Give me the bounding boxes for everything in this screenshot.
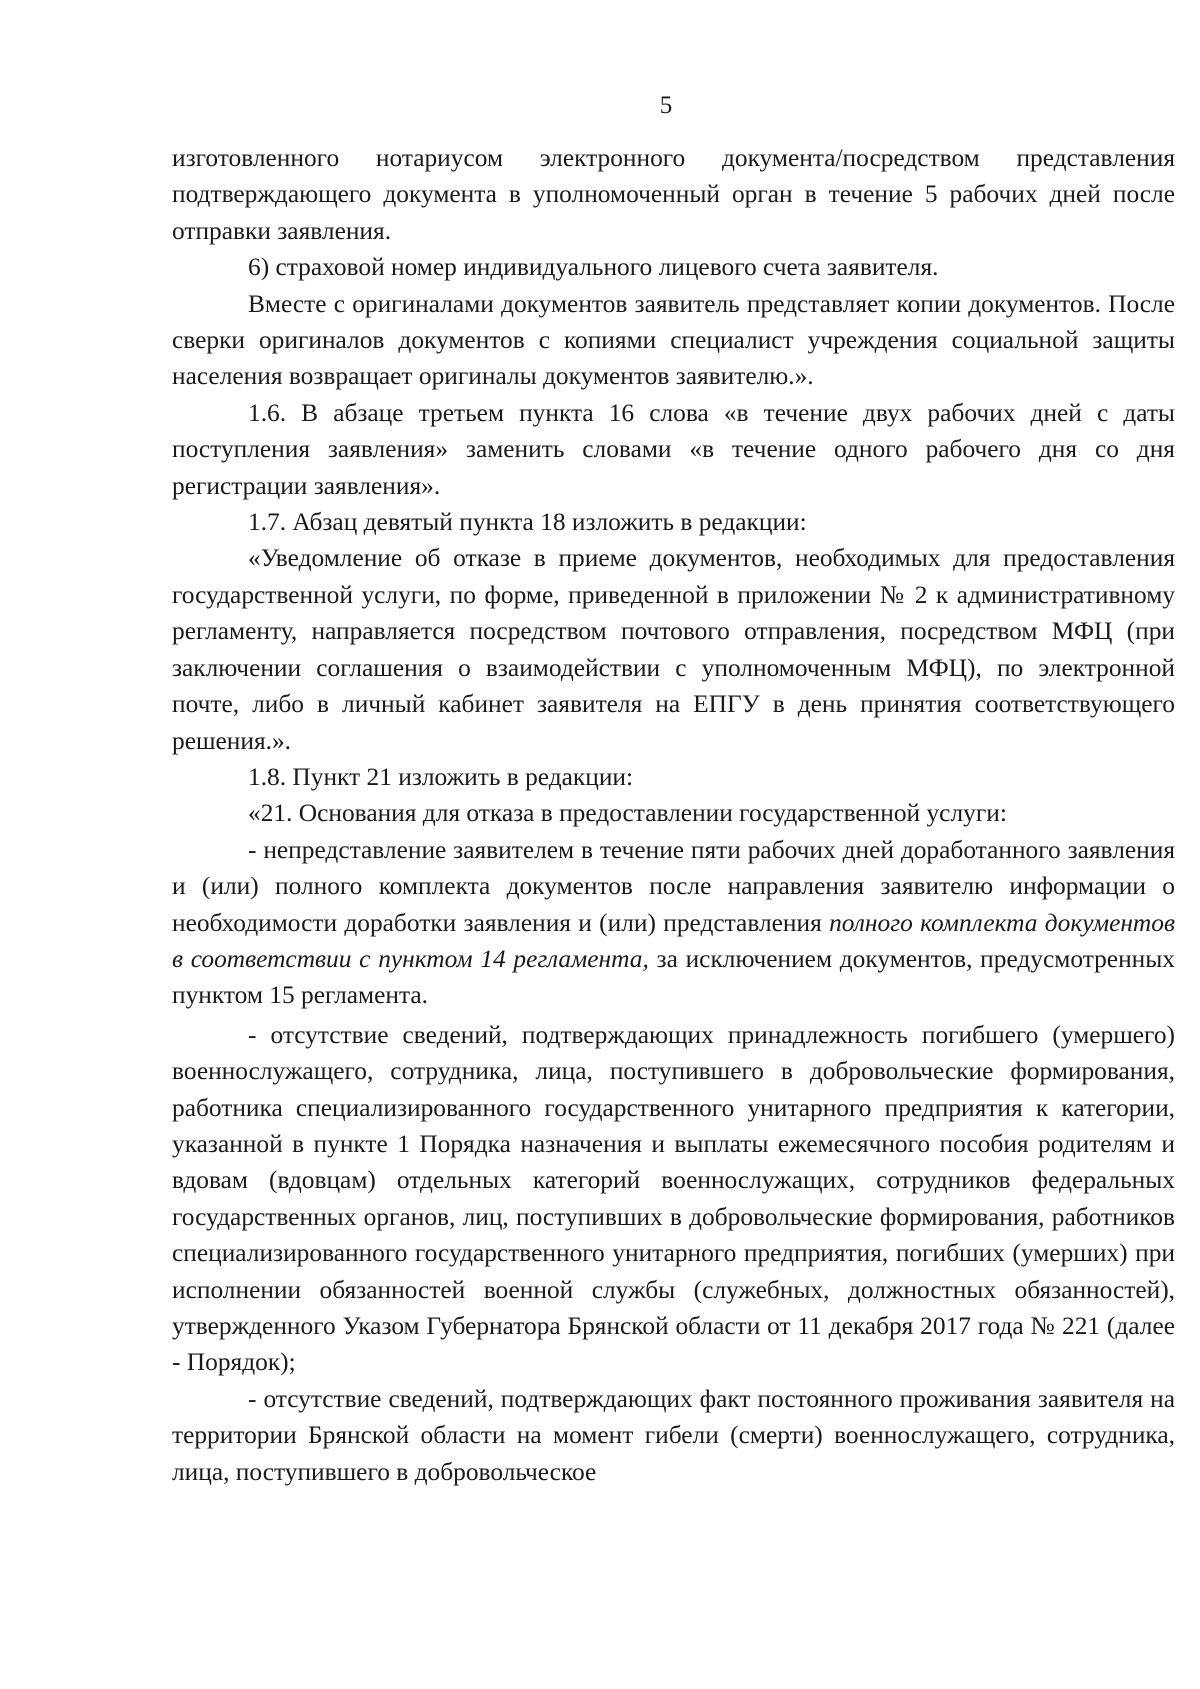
paragraph-notification: «Уведомление об отказе в приеме документов, необходимых для предоставления государственной услуги, по форме, приведенной в приложении № 2 к административному регламенту, направляется посредством почтового отправления, посредством МФЦ (при заключении соглашения о взаимодействии с уполномоченным МФЦ), по электронной почте, либо в личный кабинет заявителя на ЕПГУ в день принятия соответствующего решения.». (172, 544, 1175, 755)
ground-1-text-a: - непредставление заявителем в течение пяти рабочих дней доработанного заявления и (или) полного комплекта документов после направления заявителю информации о необходимости доработки заявления и (или) представления (172, 835, 1175, 937)
document-body (172, 140, 1175, 1490)
paragraph-item-6: 6) страховой номер индивидуального лицевого счета заявителя. (248, 253, 939, 282)
ground-1-text-b: за исключением документов, предусмотренных пунктом 15 регламента. (172, 944, 1175, 1010)
paragraph-grounds-heading: «21. Основания для отказа в предоставлении государственной услуги: (248, 799, 1007, 828)
paragraph-continuation: изготовленного нотариусом электронного документа/посредством представления подтверждающего документа в уполномоченный орган в течение 5 рабочих дней после отправки заявления. (172, 144, 1175, 245)
page-number: 5 (659, 92, 673, 119)
paragraph-ground-3: - отсутствие сведений, подтверждающих факт постоянного проживания заявителя на территории Брянской области на момент гибели (смерти) военнослужащего, сотрудника, лица, поступившего в добровольческое (172, 1384, 1175, 1486)
paragraph-ground-1 (172, 832, 1175, 1014)
ground-1-text-italic: полного комплекта документов в соответствии с пунктом 14 регламента, (172, 908, 1175, 973)
paragraph-1-6: 1.6. В абзаце третьем пункта 16 слова «в течение двух рабочих дней с даты поступления заявления» заменить словами «в течение одного рабочего дня со дня регистрации заявления». (172, 398, 1175, 500)
paragraph-ground-2: - отсутствие сведений, подтверждающих принадлежность погибшего (умершего) военнослужащего, сотрудника, лица, поступившего в добровольческие формирования, работника специализированного государственного унитарного предприятия к категории, указанной в пункте 1 Порядка назначения и выплаты ежемесячного пособия родителям и вдовам (вдовцам) отдельных категорий военнослужащих, сотрудников федеральных государственных органов, лиц, поступивших в добровольческие формирования, работников специализированного государственного унитарного предприятия, погибших (умерших) при исполнении обязанностей военной службы (служебных, должностных обязанностей), утвержденного Указом Губернатора Брянской области от 11 декабря 2017 года № 221 (далее - Порядок); (172, 1020, 1175, 1377)
paragraph-1-8: 1.8. Пункт 21 изложить в редакции: (248, 762, 634, 791)
paragraph-copies: Вместе с оригиналами документов заявитель представляет копии документов. После сверки оригиналов документов с копиями специалист учреждения социальной защиты населения возвращает оригиналы документов заявителю.». (172, 289, 1175, 391)
paragraph-1-7: 1.7. Абзац девятый пункта 18 изложить в редакции: (248, 508, 807, 537)
